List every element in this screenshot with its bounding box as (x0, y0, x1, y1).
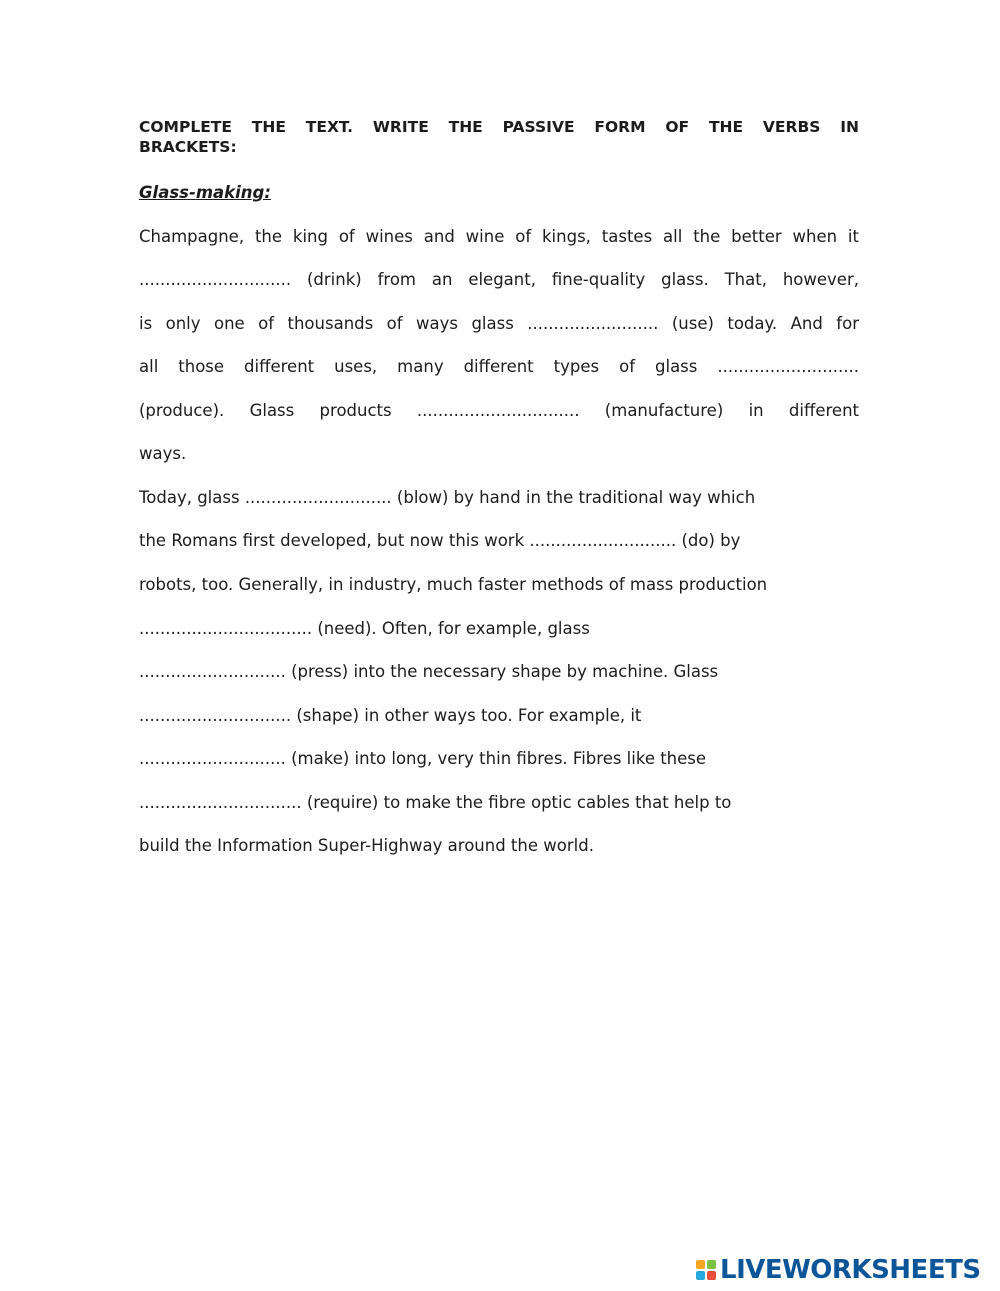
mark-square-1 (696, 1260, 705, 1269)
text-line-13: ............................ (make) into long, very thin fibres. Fibres like these (139, 749, 707, 768)
mark-square-2 (707, 1260, 716, 1269)
text-line-15: build the Information Super-Highway around the world. (139, 836, 594, 855)
text-line-2: ............................. (drink) from an elegant, fine-quality glass. That, however, (139, 270, 859, 289)
instructions-heading (139, 117, 859, 157)
instructions-line-2: BRACKETS: (139, 138, 237, 156)
text-line-6: ways. (139, 444, 187, 463)
text-line-1: Champagne, the king of wines and wine of kings, tastes all the better when it (139, 227, 859, 246)
text-line-9: robots, too. Generally, in industry, much faster methods of mass production (139, 575, 768, 594)
text-line-7: Today, glass ............................ (blow) by hand in the traditional way which (139, 488, 756, 507)
section-title: Glass-making: (139, 183, 271, 202)
text-line-10: ................................. (need). Often, for example, glass (139, 619, 590, 638)
text-line-11: ............................ (press) into the necessary shape by machine. Glass (139, 662, 719, 681)
mark-square-4 (707, 1271, 716, 1280)
text-line-3: is only one of thousands of ways glass ......................... (use) today. And for (139, 314, 859, 333)
text-line-8: the Romans first developed, but now this work ............................ (do) by (139, 531, 741, 550)
liveworksheets-mark-icon (696, 1260, 716, 1280)
mark-square-3 (696, 1271, 705, 1280)
liveworksheets-logo (696, 1255, 981, 1285)
text-line-14: ............................... (require) to make the fibre optic cables that help to (139, 793, 732, 812)
instructions-line-1: COMPLETE THE TEXT. WRITE THE PASSIVE FORM OF THE VERBS IN (139, 118, 859, 136)
liveworksheets-wordmark: LIVEWORKSHEETS (720, 1255, 981, 1285)
text-line-4: all those different uses, many different types of glass ........................... (139, 357, 859, 376)
text-line-5: (produce). Glass products ............................... (manufacture) in different (139, 401, 859, 420)
text-line-12: ............................. (shape) in other ways too. For example, it (139, 706, 642, 725)
